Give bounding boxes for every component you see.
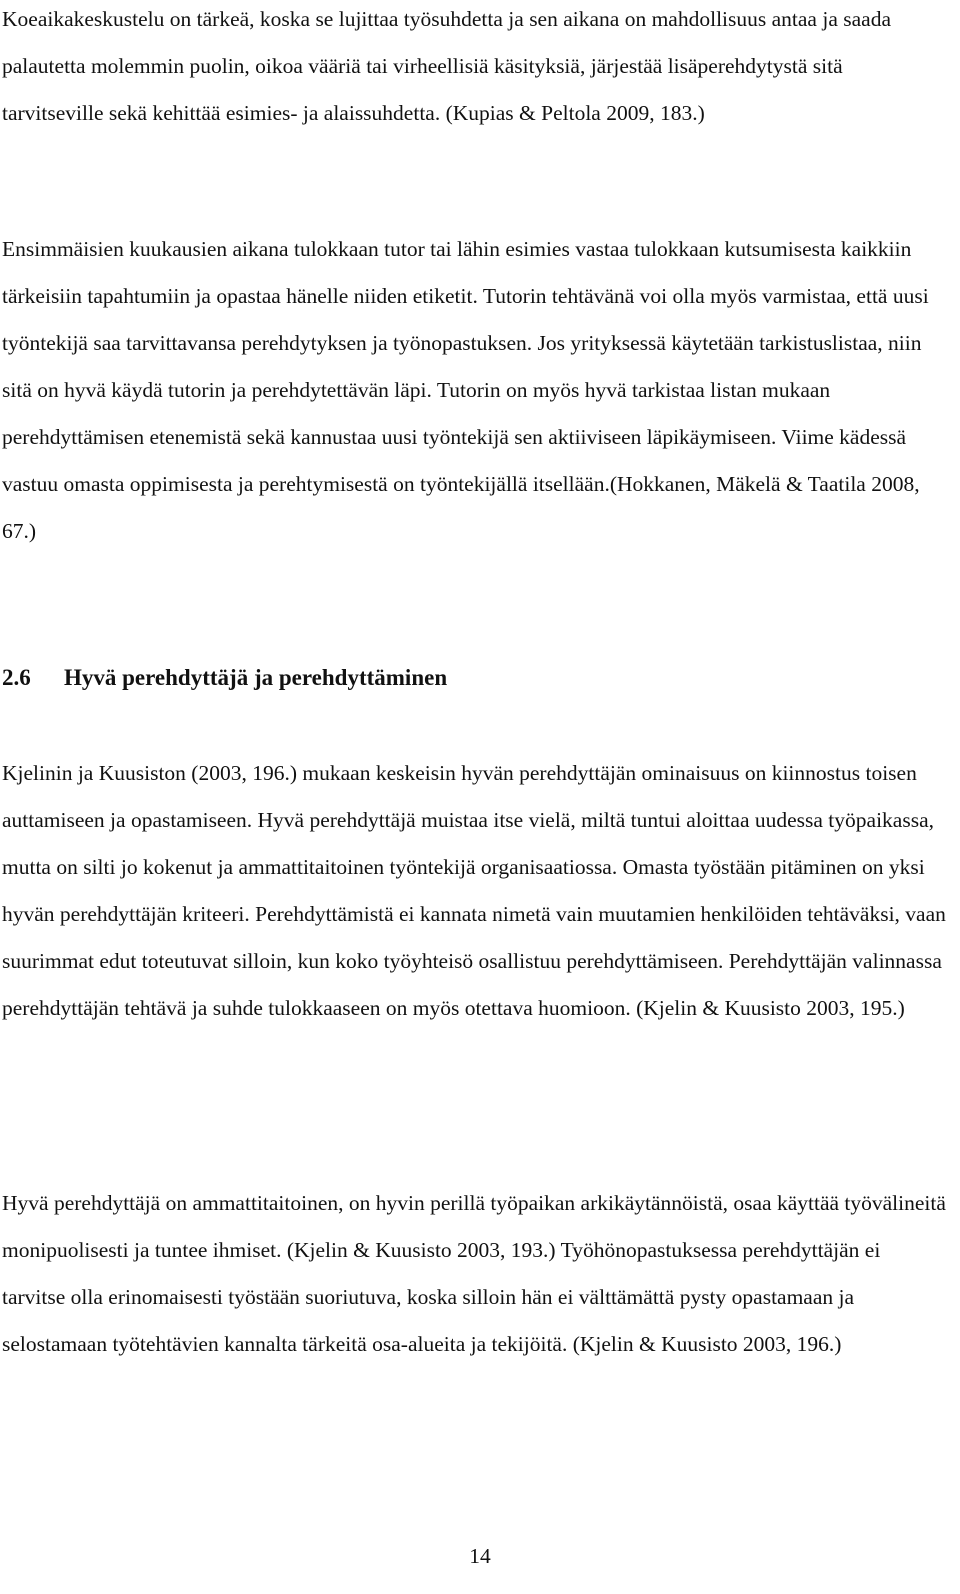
paragraph-tutor: Ensimmäisien kuukausien aikana tulokkaan tutor tai lähin esimies vastaa tulokkaan kutsumisesta kaikkiin tärkeisiin tapahtumiin ja opastaa hänelle niiden etiketit. Tutorin tehtävänä voi olla myös varmistaa, että uusi työntekijä saa tarvittavansa perehdytyksen ja työnopastuksen. Jos yrityksessä käytetään tarkistuslistaa, niin sitä on hyvä käydä tutorin ja perehdytettävän läpi. Tutorin on myös hyvä tarkistaa listan mukaan perehdyttämisen etenemistä sekä kannustaa uusi työntekijä sen aktiiviseen läpikäymiseen. Viime kädessä vastuu omasta oppimisesta ja perehtymisestä on työntekijällä itsellään.(Hokkanen, Mäkelä & Taatila 2008, 67.) (2, 237, 929, 543)
section-heading (2, 654, 948, 701)
page-number: 14 (469, 1544, 491, 1568)
paragraph-good-mentor: Kjelinin ja Kuusiston (2003, 196.) mukaan keskeisin hyvän perehdyttäjän ominaisuus on kiinnostus toisen auttamiseen ja opastamiseen. Hyvä perehdyttäjä muistaa itse vielä, miltä tuntui aloittaa uudessa työpaikassa, mutta on silti jo kokenut ja ammattitaitoinen työntekijä organisaatiossa. Omasta työstään pitäminen on yksi hyvän perehdyttäjän kriteeri. Perehdyttämistä ei kannata nimetä vain muutamien henkilöiden tehtäväksi, vaan suurimmat edut toteutuvat silloin, kun koko työyhteisö osallistuu perehdyttämiseen. Perehdyttäjän valinnassa perehdyttäjän tehtävä ja suhde tulokkaaseen on myös otettava huomioon. (Kjelin & Kuusisto 2003, 195.) (2, 761, 946, 1020)
section-title: Hyvä perehdyttäjä ja perehdyttäminen (64, 665, 448, 690)
section-number: 2.6 (2, 665, 31, 690)
paragraph-professional-mentor: Hyvä perehdyttäjä on ammattitaitoinen, on hyvin perillä työpaikan arkikäytännöistä, osaa käyttää työvälineitä monipuolisesti ja tuntee ihmiset. (Kjelin & Kuusisto 2003, 193.) Työhönopastuksessa perehdyttäjän ei tarvitse olla erinomaisesti työstään suoriutuva, koska silloin hän ei välttämättä pysty opastamaan ja selostamaan työtehtävien kannalta tärkeitä osa-alueita ja tekijöitä. (Kjelin & Kuusisto 2003, 196.) (2, 1191, 946, 1356)
paragraph-trial-period: Koeaikakeskustelu on tärkeä, koska se lujittaa työsuhdetta ja sen aikana on mahdollisuus antaa ja saada palautetta molemmin puolin, oikoa vääriä tai virheellisiä käsityksiä, järjestää lisäperehdytystä sitä tarvitseville sekä kehittää esimies- ja alaissuhdetta. (Kupias & Peltola 2009, 183.) (2, 7, 891, 125)
